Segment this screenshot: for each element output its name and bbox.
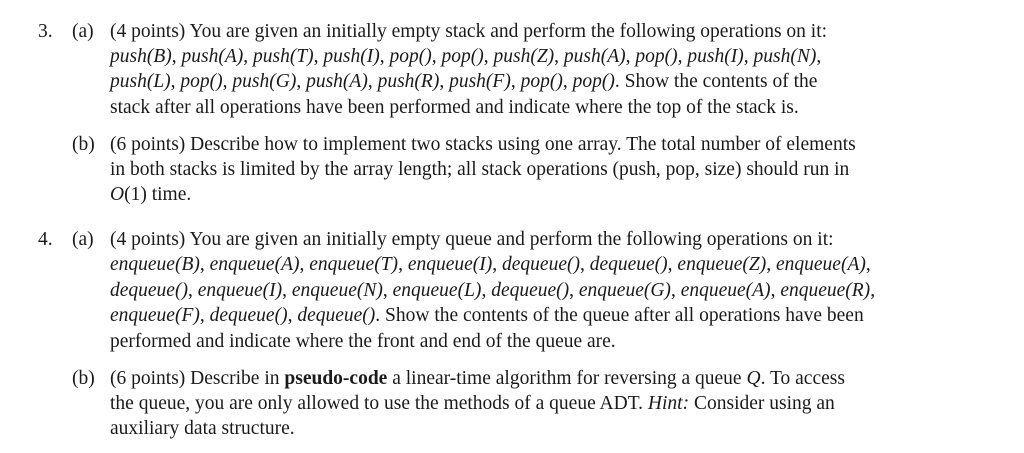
problem-4b-line-1: (6 points) Describe in pseudo-code a linear-time algorithm for reversing a queue Q. To access	[110, 368, 845, 389]
problem-3a-line-3-text: push(L), pop(), push(G), push(A), push(R), push(F), pop(), pop(). Show the contents of the	[110, 71, 818, 92]
problem-3a-line-2: push(B), push(A), push(T), push(I), pop(), pop(), push(Z), push(A), pop(), push(I), push(N),	[110, 46, 822, 67]
problem-4a-line-1: (4 points) You are given an initially empty queue and perform the following operations on it:	[110, 229, 834, 250]
problem-4a-line-4: enqueue(F), dequeue(), dequeue(). Show the contents of the queue after all operations have been	[110, 305, 864, 326]
problem-4b-line-3: auxiliary data structure.	[110, 418, 295, 439]
problem-4a-line-2: enqueue(B), enqueue(A), enqueue(T), enqueue(I), dequeue(), dequeue(), enqueue(Z), enqueue(A),	[110, 254, 871, 275]
problem-3-number: 3.	[38, 21, 53, 42]
problem-3a-line-3	[110, 70, 990, 94]
problem-3b-line-1: (6 points) Describe how to implement two stacks using one array. The total number of elements	[110, 134, 856, 155]
problem-3b-label: (b)	[72, 134, 95, 155]
problem-3b-line-2: in both stacks is limited by the array length; all stack operations (push, pop, size) should run in	[110, 159, 850, 180]
problem-4a-line-3: dequeue(), enqueue(I), enqueue(N), enqueue(L), dequeue(), enqueue(G), enqueue(A), enqueue(R),	[110, 280, 876, 301]
problem-4a-line-5: performed and indicate where the front and end of the queue are.	[110, 331, 616, 352]
problem-3a-line-1: (4 points) You are given an initially empty stack and perform the following operations on it:	[110, 21, 828, 42]
problem-3b-line-3: O(1) time.	[110, 184, 192, 205]
problem-3a-label: (a)	[72, 21, 94, 42]
problem-4b-line-2: the queue, you are only allowed to use the methods of a queue ADT. Hint: Consider using an	[110, 393, 835, 414]
problem-4a-label: (a)	[72, 229, 94, 250]
problem-4-number: 4.	[38, 229, 53, 250]
problem-3a-line-4: stack after all operations have been performed and indicate where the top of the stack is.	[110, 97, 799, 118]
problem-4b-label: (b)	[72, 368, 95, 389]
